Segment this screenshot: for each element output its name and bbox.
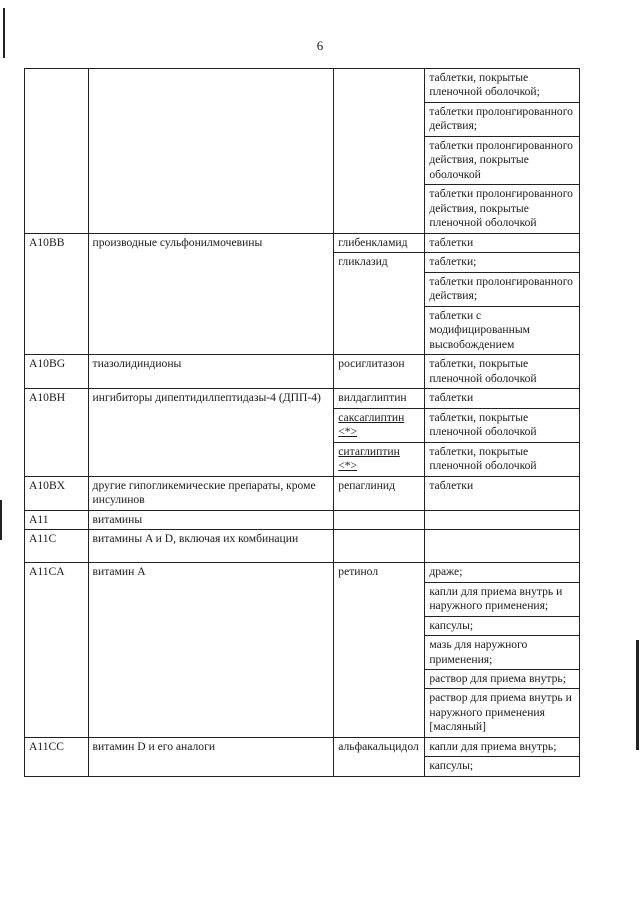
group-name: производные сульфонилмочевины: [88, 233, 334, 354]
table-row: [25, 355, 580, 389]
margin-mark-right: [636, 640, 639, 750]
inn-name: [334, 510, 425, 529]
dosage-form: [425, 510, 580, 529]
inn-name: альфакальцидол: [334, 737, 425, 776]
group-name: тиазолидиндионы: [88, 355, 334, 389]
table-row: [25, 563, 580, 582]
dosage-form: драже;: [425, 563, 580, 582]
dosage-form: капсулы;: [425, 757, 580, 776]
dosage-form: таблетки пролонгированного действия, покрытые пленочной оболочкой: [425, 185, 580, 233]
inn-name: росиглитазон: [334, 355, 425, 389]
dosage-form: таблетки, покрытые пленочной оболочкой;: [425, 69, 580, 103]
inn-name: вилдаглиптин: [334, 389, 425, 408]
dosage-form: мазь для наружного применения;: [425, 636, 580, 670]
margin-mark-top-left: [3, 8, 5, 58]
dosage-form: таблетки пролонгированного действия, покрытые оболочкой: [425, 136, 580, 184]
group-name: витамины A и D, включая их комбинации: [88, 530, 334, 563]
inn-name: ретинол: [334, 563, 425, 738]
margin-mark-left: [0, 500, 2, 540]
table-row: [25, 510, 580, 529]
dosage-form: таблетки: [425, 476, 580, 510]
dosage-form: капсулы;: [425, 616, 580, 635]
table-row: [25, 389, 580, 408]
dosage-form: капли для приема внутрь и наружного применения;: [425, 582, 580, 616]
table-row: [25, 530, 580, 563]
atc-code-cell: [25, 69, 89, 234]
atc-code: A11: [25, 510, 89, 529]
atc-code: A10BH: [25, 389, 89, 476]
atc-code: A11CC: [25, 737, 89, 776]
dosage-form: таблетки: [425, 389, 580, 408]
inn-name: саксаглиптин <*>: [334, 408, 425, 442]
inn-name: репаглинид: [334, 476, 425, 510]
inn-name: ситаглиптин <*>: [334, 442, 425, 476]
group-name: ингибиторы дипептидилпептидазы-4 (ДПП-4): [88, 389, 334, 476]
atc-code: A11C: [25, 530, 89, 563]
atc-code: A10BG: [25, 355, 89, 389]
dosage-form: таблетки, покрытые пленочной оболочкой: [425, 442, 580, 476]
inn-cell: [334, 69, 425, 234]
dosage-form: капли для приема внутрь;: [425, 737, 580, 756]
drug-classification-table: [24, 68, 580, 777]
dosage-form: таблетки, покрытые пленочной оболочкой: [425, 408, 580, 442]
dosage-form: таблетки пролонгированного действия;: [425, 102, 580, 136]
inn-name: гликлазид: [334, 253, 425, 355]
inn-name: глибенкламид: [334, 233, 425, 252]
table-row: [25, 233, 580, 252]
dosage-form: таблетки с модифицированным высвобождением: [425, 306, 580, 354]
dosage-form: раствор для приема внутрь;: [425, 669, 580, 688]
dosage-form: раствор для приема внутрь и наружного применения [масляный]: [425, 689, 580, 737]
dosage-form: [425, 530, 580, 563]
group-name: витамин A: [88, 563, 334, 738]
table-row: [25, 737, 580, 756]
dosage-form: таблетки: [425, 233, 580, 252]
atc-code: A11CA: [25, 563, 89, 738]
inn-name: [334, 530, 425, 563]
group-name: витамин D и его аналоги: [88, 737, 334, 776]
page-number: 6: [316, 38, 324, 53]
dosage-form: таблетки пролонгированного действия;: [425, 272, 580, 306]
atc-code: A10BX: [25, 476, 89, 510]
table-row: [25, 476, 580, 510]
group-name: витамины: [88, 510, 334, 529]
group-name: другие гипогликемические препараты, кроме инсулинов: [88, 476, 334, 510]
dosage-form: таблетки, покрытые пленочной оболочкой: [425, 355, 580, 389]
dosage-form: таблетки;: [425, 253, 580, 272]
table-row: [25, 69, 580, 103]
atc-code: A10BB: [25, 233, 89, 354]
group-cell: [88, 69, 334, 234]
